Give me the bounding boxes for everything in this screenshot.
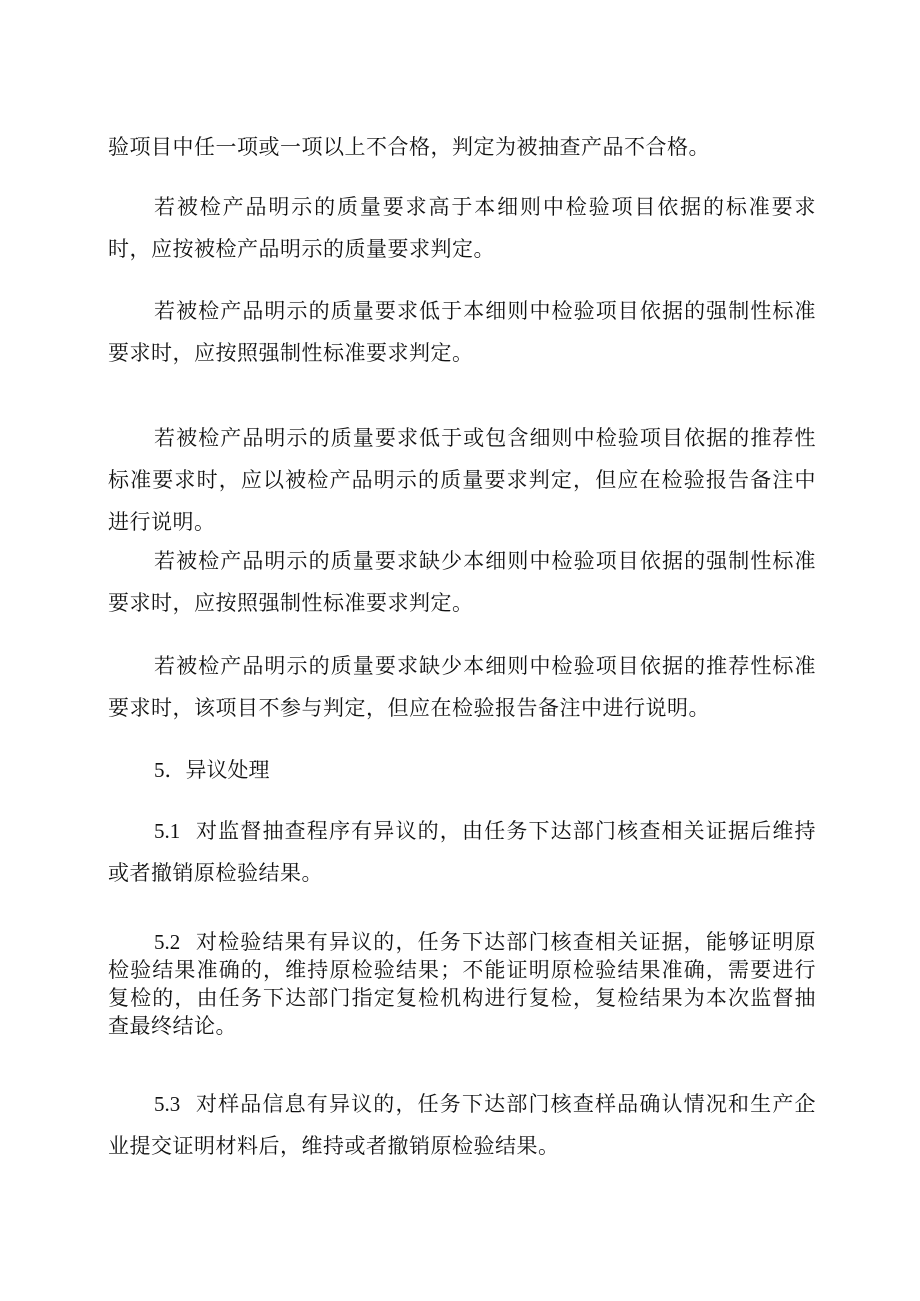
paragraph-missing-mandatory: 若被检产品明示的质量要求缺少本细则中检验项目依据的强制性标准要求时，应按照强制性标准要求判定。 [108, 549, 816, 615]
clause-text: 对样品信息有异议的，任务下达部门核查样品确认情况和生产企业提交证明材料后，维持或者撤销原检验结果。 [108, 1092, 817, 1158]
clause-5-1 [108, 810, 816, 894]
clause-number: 5.3 [154, 1092, 181, 1116]
clause-5-3 [108, 1083, 816, 1167]
section-title: 异议处理 [185, 758, 270, 782]
paragraph-lower-recommended: 若被检产品明示的质量要求低于或包含细则中检验项目依据的推荐性标准要求时，应以被检产品明示的质量要求判定，但应在检验报告备注中进行说明。 [108, 426, 816, 534]
clause-number: 5.2 [154, 930, 181, 954]
paragraph-higher-requirement: 若被检产品明示的质量要求高于本细则中检验项目依据的标准要求时，应按被检产品明示的质量要求判定。 [108, 195, 816, 261]
clause-number: 5.1 [154, 819, 181, 843]
clause-text: 对监督抽查程序有异议的，由任务下达部门核查相关证据后维持或者撤销原检验结果。 [108, 819, 817, 885]
section-separator: ． [164, 758, 186, 782]
clause-text: 对检验结果有异议的，任务下达部门核查相关证据，能够证明原检验结果准确的，维持原检验结果；不能证明原检验结果准确，需要进行复检的，由任务下达部门指定复检机构进行复检，复检结果为本次监督抽查最终结论。 [108, 930, 817, 1038]
paragraph-missing-recommended: 若被检产品明示的质量要求缺少本细则中检验项目依据的推荐性标准要求时，该项目不参与判定，但应在检验报告备注中进行说明。 [108, 654, 816, 720]
paragraph-lower-mandatory: 若被检产品明示的质量要求低于本细则中检验项目依据的强制性标准要求时，应按照强制性标准要求判定。 [108, 299, 816, 365]
clause-5-2 [108, 928, 816, 1040]
section-number: 5 [154, 758, 165, 782]
section-heading-objection [154, 749, 270, 791]
paragraph-continuation: 验项目中任一项或一项以上不合格，判定为被抽查产品不合格。 [108, 135, 710, 159]
